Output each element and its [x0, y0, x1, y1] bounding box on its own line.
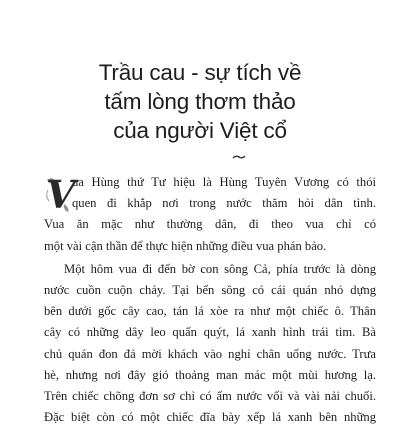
- paragraph-2-line-5: chủ quán đon đả mời khách vào nghỉ chân uống nước. Trưa: [44, 346, 376, 361]
- paragraph-2-line-3: bên dưới gốc cây cao, tán lá xòe ra như một chiếc ô. Thân: [44, 304, 376, 319]
- paragraph-2-line-2: nước cuồn cuộn chảy. Tại bến sông có cái quán nhỏ dựng: [44, 283, 376, 298]
- paragraph-1-line-2: quen đi khắp nơi trong nước thăm hỏi dân tình.: [72, 196, 376, 211]
- paragraph-2-line-1: Một hôm vua đi đến bờ con sông Cả, phía trước là dòng: [64, 261, 376, 276]
- paragraph-1-line-3: Vua ăn mặc như thường dân, đi theo vua chỉ có: [44, 217, 376, 232]
- chapter-title: [0, 58, 400, 145]
- title-line-2: tấm lòng thơm thảo: [104, 89, 296, 114]
- paragraph-1: [44, 172, 376, 257]
- drop-cap-icon: [44, 172, 76, 217]
- paragraph-1-line-4: một vài cận thần để thực hiện những điều vua phán bảo.: [44, 238, 327, 253]
- paragraph-2-line-7: Trên chiếc chõng đơn sơ chỉ có ấm nước vối và vài nải chuối.: [44, 389, 376, 404]
- paragraph-2-line-8: Đặc biệt còn có một chiếc đĩa bày xếp lá xanh bên những: [44, 410, 376, 425]
- title-line-1: Trầu cau - sự tích về: [98, 60, 302, 85]
- paragraph-2-line-4: cây có những dây leo quấn quýt, lá xanh hình trái tim. Bà: [44, 325, 376, 340]
- paragraph-2: [44, 259, 376, 428]
- drop-cap-letter: V: [46, 172, 76, 217]
- title-ornament-icon: [232, 154, 246, 160]
- body-text: [44, 172, 376, 428]
- paragraph-2-line-6: hè, nhưng nơi đây gió thoảng man mác một mùi hương lạ.: [44, 367, 376, 382]
- title-line-3: của người Việt cổ: [113, 118, 287, 143]
- paragraph-1-line-1: ua Hùng thứ Tư hiệu là Hùng Tuyên Vương có thói: [72, 175, 376, 189]
